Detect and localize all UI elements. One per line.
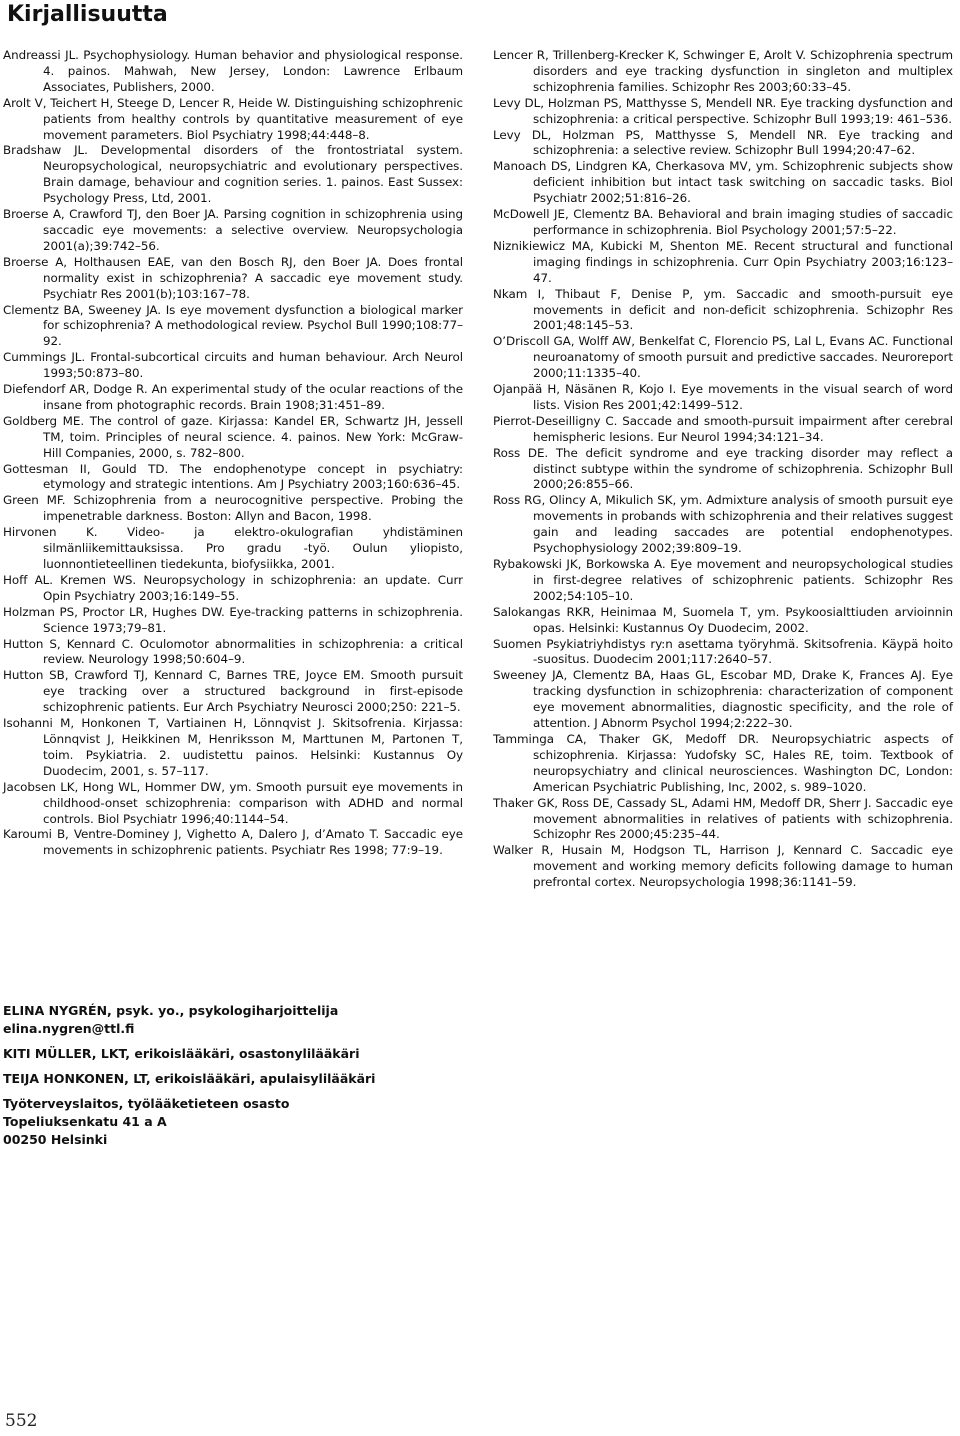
reference-entry: Nkam I, Thibaut F, Denise P, ym. Saccadic and smooth-pursuit eye movements in deficit and non-deficit schizophrenia. Schizophr Res 2001;48:145–53. — [493, 286, 953, 333]
reference-entry: Ojanpää H, Näsänen R, Kojo I. Eye movements in the visual search of word lists. Vision Res 2001;42:1499–512. — [493, 382, 953, 412]
reference-entry: Arolt V, Teichert H, Steege D, Lencer R, Heide W. Distinguishing schizophrenic patients from healthy controls by quantitative measurement of eye movement parameters. Biol Psychiatry 1998;44:448–8. — [3, 95, 463, 142]
author-line: 00250 Helsinki — [3, 1132, 108, 1147]
author-line: Topeliuksenkatu 41 a A — [3, 1114, 167, 1129]
reference-entry: Hutton S, Kennard C. Oculomotor abnormalities in schizophrenia: a critical review. Neurology 1998;50:604–9. — [3, 636, 463, 667]
reference-entry: Manoach DS, Lindgren KA, Cherkasova MV, ym. Schizophrenic subjects show deficient inhibition but intact task switching on saccadic tasks. Biol Psychiatr 2002;51:816–26. — [493, 159, 953, 206]
reference-entry: Hutton SB, Crawford TJ, Kennard C, Barnes TRE, Joyce EM. Smooth pursuit eye tracking over a structured background in first-episode schizophrenic patients. Eur Arch Psychiatry Neurosci 2000;250: 221–5. — [3, 668, 463, 715]
reference-entry: Hoff AL. Kremen WS. Neuropsychology in schizophrenia: an update. Curr Opin Psychiatry 2003;16:149–55. — [3, 572, 463, 603]
reference-entry: Andreassi JL. Psychophysiology. Human behavior and physiological response. 4. painos. Mahwah, New Jersey, London: Lawrence Erlbaum Associates, Publishers, 2000. — [3, 48, 463, 94]
references-left-column — [3, 48, 463, 859]
reference-entry: Ross DE. The deficit syndrome and eye tracking disorder may reflect a distinct subtype within the syndrome of schizophrenia. Schizophr Bull 2000;26:855–66. — [493, 445, 953, 492]
reference-entry: Broerse A, Holthausen EAE, van den Bosch RJ, den Boer JA. Does frontal normality exist in schizophrenia? A saccadic eye movement study. Psychiatr Res 2001(b);103:167–78. — [3, 254, 463, 301]
reference-entry: Levy DL, Holzman PS, Matthysse S, Mendell NR. Eye tracking and schizophrenia: a selective review. Schizophr Bull 1994;20:47–62. — [493, 127, 953, 158]
reference-entry: Tamminga CA, Thaker GK, Medoff DR. Neuropsychiatric aspects of schizophrenia. Kirjassa: Yudofsky SC, Hales RE, toim. Textbook of neuropsychiatry and clinical neurosciences. Washington DC, London: American Psychiatric Publishing, Inc, 2002, s. 989–1020. — [493, 731, 953, 794]
reference-entry: Goldberg ME. The control of gaze. Kirjassa: Kandel ER, Schwartz JH, Jessell TM, toim. Principles of neural science. 4. painos. New York: McGraw-Hill Companies, 2000, s. 782–800. — [3, 413, 463, 460]
reference-entry: Pierrot-Deseilligny C. Saccade and smooth-pursuit impairment after cerebral hemispheric lesions. Eur Neurol 1994;34:121–34. — [493, 413, 953, 444]
reference-entry: Suomen Psykiatriyhdistys ry:n asettama työryhmä. Skitsofrenia. Käypä hoito -suositus. Duodecim 2001;117:2640–57. — [493, 636, 953, 667]
reference-entry: Cummings JL. Frontal-subcortical circuits and human behaviour. Arch Neurol 1993;50:873–80. — [3, 350, 463, 381]
reference-entry: Gottesman II, Gould TD. The endophenotype concept in psychiatry: etymology and strategic intentions. Am J Psychiatry 2003;160:636–45. — [3, 461, 463, 492]
reference-entry: O’Driscoll GA, Wolff AW, Benkelfat C, Florencio PS, Lal L, Evans AC. Functional neuroanatomy of smooth pursuit and predictive saccades. Neuroreport 2000;11:1335–40. — [493, 334, 953, 381]
reference-entry: Levy DL, Holzman PS, Matthysse S, Mendell NR. Eye tracking dysfunction and schizophrenia: a critical perspective. Schizophr Bull 1993;19: 461–536. — [493, 95, 953, 126]
author-block — [3, 1095, 563, 1149]
reference-entry: Broerse A, Crawford TJ, den Boer JA. Parsing cognition in schizophrenia using saccadic eye movements: a selective overview. Neuropsychologia 2001(a);39:742–56. — [3, 207, 463, 253]
reference-entry: Niznikiewicz MA, Kubicki M, Shenton ME. Recent structural and functional imaging findings in schizophrenia. Curr Opin Psychiatry 2003;16:123–47. — [493, 238, 953, 285]
reference-entry: Lencer R, Trillenberg-Krecker K, Schwinger E, Arolt V. Schizophrenia spectrum disorders and eye tracking dysfunction in singleton and multiplex schizophrenia families. Schizophr Res 2003;60:33–45. — [493, 48, 953, 94]
reference-entry: Green MF. Schizophrenia from a neurocognitive perspective. Probing the impenetrable darkness. Boston: Allyn and Bacon, 1998. — [3, 493, 463, 524]
reference-entry: Salokangas RKR, Heinimaa M, Suomela T, ym. Psykoosialttiuden arvioinnin opas. Helsinki: Kustannus Oy Duodecim, 2002. — [493, 604, 953, 635]
author-email[interactable]: elina.nygren@ttl.fi — [3, 1021, 135, 1036]
author-line: ELINA NYGRÉN, psyk. yo., psykologiharjoittelija — [3, 1003, 339, 1018]
reference-entry: Holzman PS, Proctor LR, Hughes DW. Eye-tracking patterns in schizophrenia. Science 1973;79–81. — [3, 604, 463, 635]
reference-entry: Walker R, Husain M, Hodgson TL, Harrison J, Kennard C. Saccadic eye movement and working memory deficits following damage to human prefrontal cortex. Neuropsychologia 1998;36:1141–59. — [493, 843, 953, 890]
reference-entry: Isohanni M, Honkonen T, Vartiainen H, Lönnqvist J. Skitsofrenia. Kirjassa: Lönnqvist J, Heikkinen M, Henriksson M, Marttunen M, Partonen T, toim. Psykiatria. 2. uudistettu painos. Helsinki: Kustannus Oy Duodecim, 2001, s. 57–117. — [3, 716, 463, 778]
author-contact-block — [3, 1002, 563, 1156]
author-line: TEIJA HONKONEN, LT, erikoislääkäri, apulaisylilääkäri — [3, 1071, 376, 1086]
reference-entry: McDowell JE, Clementz BA. Behavioral and brain imaging studies of saccadic performance in schizophrenia. Biol Psychology 2001;57:5–22. — [493, 207, 953, 237]
reference-entry: Sweeney JA, Clementz BA, Haas GL, Escobar MD, Drake K, Frances AJ. Eye tracking dysfunction in schizophrenia: characterization of component eye movement abnormalities, diagnostic specificity, and the role of attention. J Abnorm Psychol 1994;2:222–30. — [493, 668, 953, 731]
reference-entry: Jacobsen LK, Hong WL, Hommer DW, ym. Smooth pursuit eye movements in childhood-onset schizophrenia: comparison with ADHD and normal controls. Biol Psychiatr 1996;40:1144–54. — [3, 779, 463, 826]
reference-entry: Karoumi B, Ventre-Dominey J, Vighetto A, Dalero J, d’Amato T. Saccadic eye movements in schizophrenic patients. Psychiatr Res 1998; 77:9–19. — [3, 827, 463, 858]
reference-entry: Bradshaw JL. Developmental disorders of the frontostriatal system. Neuropsychological, neuropsychiatric and evolutionary perspectives. Brain damage, behaviour and cognition series. 1. painos. East Sussex: Psychology Press, Ltd, 2001. — [3, 143, 463, 206]
reference-entry: Hirvonen K. Video- ja elektro-okulografian yhdistäminen silmänliikemittauksissa. Pro gradu -työ. Oulun yliopisto, luonnontieteellinen tiedekunta, biofysiikka, 2001. — [3, 525, 463, 571]
references-right-column — [493, 48, 953, 891]
section-heading: Kirjallisuutta — [7, 2, 168, 27]
reference-entry: Rybakowski JK, Borkowska A. Eye movement and neuropsychological studies in first-degree relatives of schizophrenic patients. Schizophr Res 2002;54:105–10. — [493, 557, 953, 603]
author-line: KITI MÜLLER, LKT, erikoislääkäri, osastonylilääkäri — [3, 1046, 360, 1061]
page-number: 552 — [5, 1411, 38, 1431]
reference-entry: Ross RG, Olincy A, Mikulich SK, ym. Admixture analysis of smooth pursuit eye movements in probands with schizophrenia and their relatives suggest gain and leading saccades are potential endophenotypes. Psychophysiology 2002;39:809–19. — [493, 493, 953, 556]
reference-entry: Diefendorf AR, Dodge R. An experimental study of the ocular reactions of the insane from photographic records. Brain 1908;31:451–89. — [3, 382, 463, 412]
author-line: Työterveyslaitos, työlääketieteen osasto — [3, 1096, 290, 1111]
author-block — [3, 1002, 563, 1038]
author-block — [3, 1045, 563, 1063]
reference-entry: Clementz BA, Sweeney JA. Is eye movement dysfunction a biological marker for schizophrenia? A methodological review. Psychol Bull 1990;108:77–92. — [3, 302, 463, 349]
author-block — [3, 1070, 563, 1088]
reference-entry: Thaker GK, Ross DE, Cassady SL, Adami HM, Medoff DR, Sherr J. Saccadic eye movement abnormalities in relatives of patients with schizophrenia. Schizophr Res 2000;45:235–44. — [493, 795, 953, 842]
